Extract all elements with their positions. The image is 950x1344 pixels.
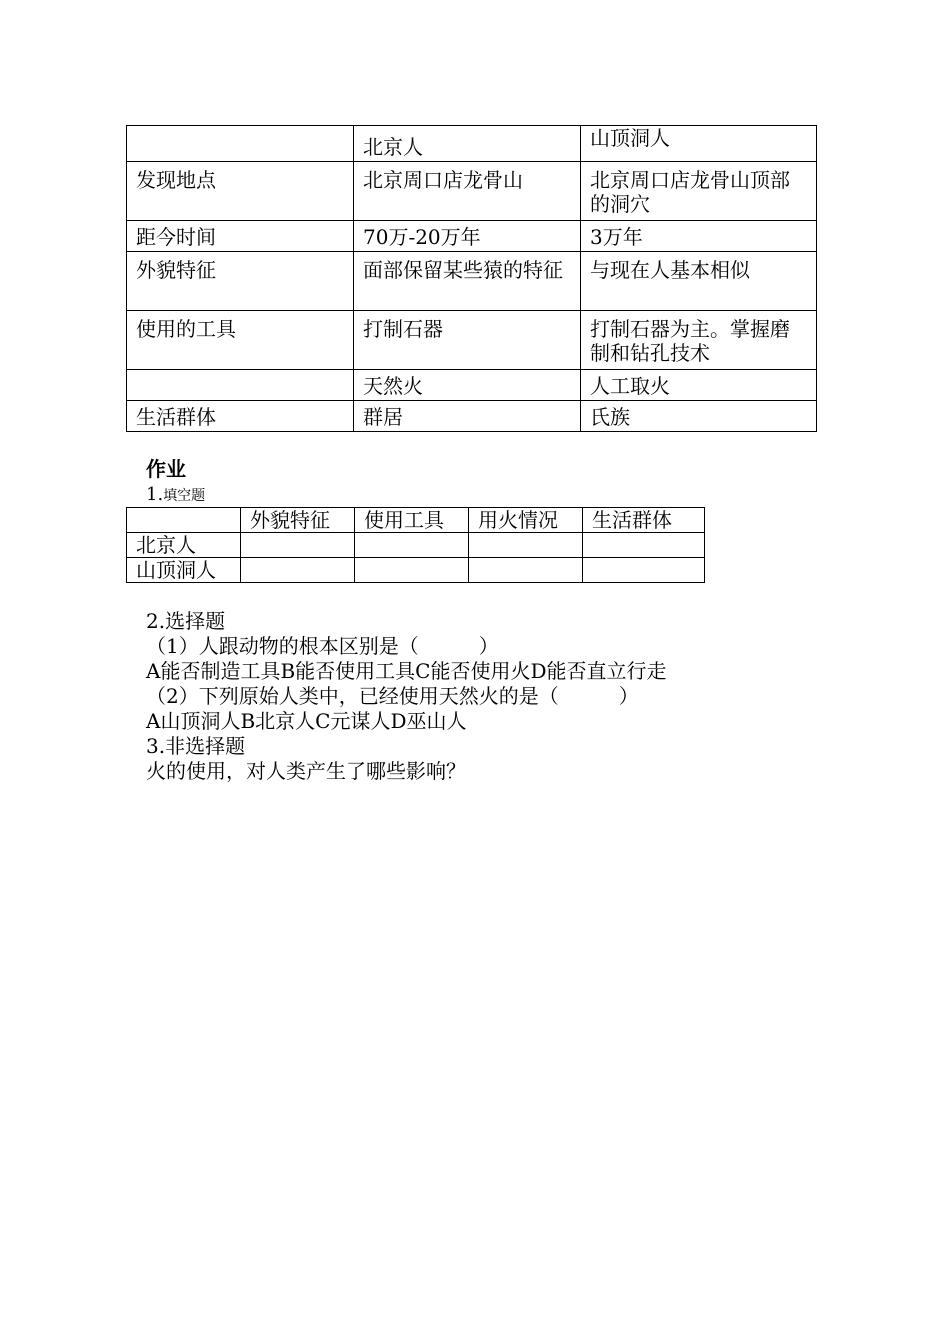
- table-row: [127, 221, 817, 252]
- blank-cell[interactable]: [469, 533, 583, 558]
- table-header-cell: 北京人: [354, 126, 581, 162]
- table-header-cell: 生活群体: [583, 508, 705, 533]
- table-header-cell: 外貌特征: [241, 508, 355, 533]
- blank-cell[interactable]: [355, 533, 469, 558]
- question-2-2-options: A山顶洞人B北京人C元谋人D巫山人: [146, 709, 467, 733]
- fill-in-table: [126, 507, 705, 583]
- table-row: [127, 126, 817, 162]
- row-label-cell: 外貌特征: [127, 252, 354, 311]
- blank-cell[interactable]: [241, 558, 355, 583]
- blank-cell[interactable]: [469, 558, 583, 583]
- row-label-cell: [127, 370, 354, 401]
- row-label-cell: 使用的工具: [127, 311, 354, 370]
- table-cell: 打制石器为主。掌握磨制和钻孔技术: [581, 311, 817, 370]
- table-cell: 氏族: [581, 401, 817, 432]
- table-cell: 北京周口店龙骨山顶部的洞穴: [581, 162, 817, 221]
- table-cell: 人工取火: [581, 370, 817, 401]
- row-label-cell: 山顶洞人: [127, 558, 241, 583]
- table-cell: 与现在人基本相似: [581, 252, 817, 311]
- table-row: [127, 370, 817, 401]
- table-cell: 3万年: [581, 221, 817, 252]
- question-2-1: （1）人跟动物的根本区别是（ ）: [146, 634, 499, 658]
- table-header-cell: 山顶洞人: [581, 126, 817, 162]
- row-label-cell: 发现地点: [127, 162, 354, 221]
- table-cell: 70万-20万年: [354, 221, 581, 252]
- question-3-title: 3.非选择题: [146, 734, 246, 758]
- table-cell: 北京周口店龙骨山: [354, 162, 581, 221]
- question-2-1-options: A能否制造工具B能否使用工具C能否使用火D能否直立行走: [146, 659, 667, 683]
- blank-cell[interactable]: [583, 558, 705, 583]
- table-row: [127, 252, 817, 311]
- table-row: [127, 508, 705, 533]
- homework-title: 作业: [146, 457, 186, 481]
- question-2-title: 2.选择题: [146, 609, 226, 633]
- blank-cell[interactable]: [355, 558, 469, 583]
- table-cell: 打制石器: [354, 311, 581, 370]
- table-row: [127, 162, 817, 221]
- table-row: [127, 401, 817, 432]
- question-number: 1.: [146, 484, 164, 505]
- question-3-text: 火的使用，对人类产生了哪些影响？: [146, 759, 466, 783]
- table-cell: [127, 126, 354, 162]
- table-row: [127, 558, 705, 583]
- row-label-cell: 距今时间: [127, 221, 354, 252]
- table-cell: [127, 508, 241, 533]
- table-row: [127, 311, 817, 370]
- blank-cell[interactable]: [241, 533, 355, 558]
- question-1-title: [146, 485, 205, 506]
- row-label-cell: 生活群体: [127, 401, 354, 432]
- question-label: 填空题: [163, 488, 206, 504]
- table-cell: 群居: [354, 401, 581, 432]
- table-header-cell: 用火情况: [469, 508, 583, 533]
- table-row: [127, 533, 705, 558]
- table-header-cell: 使用工具: [355, 508, 469, 533]
- comparison-table: [126, 125, 817, 432]
- row-label-cell: 北京人: [127, 533, 241, 558]
- blank-cell[interactable]: [583, 533, 705, 558]
- question-2-2: （2）下列原始人类中，已经使用天然火的是（ ）: [146, 684, 639, 708]
- table-cell: 面部保留某些猿的特征: [354, 252, 581, 311]
- table-cell: 天然火: [354, 370, 581, 401]
